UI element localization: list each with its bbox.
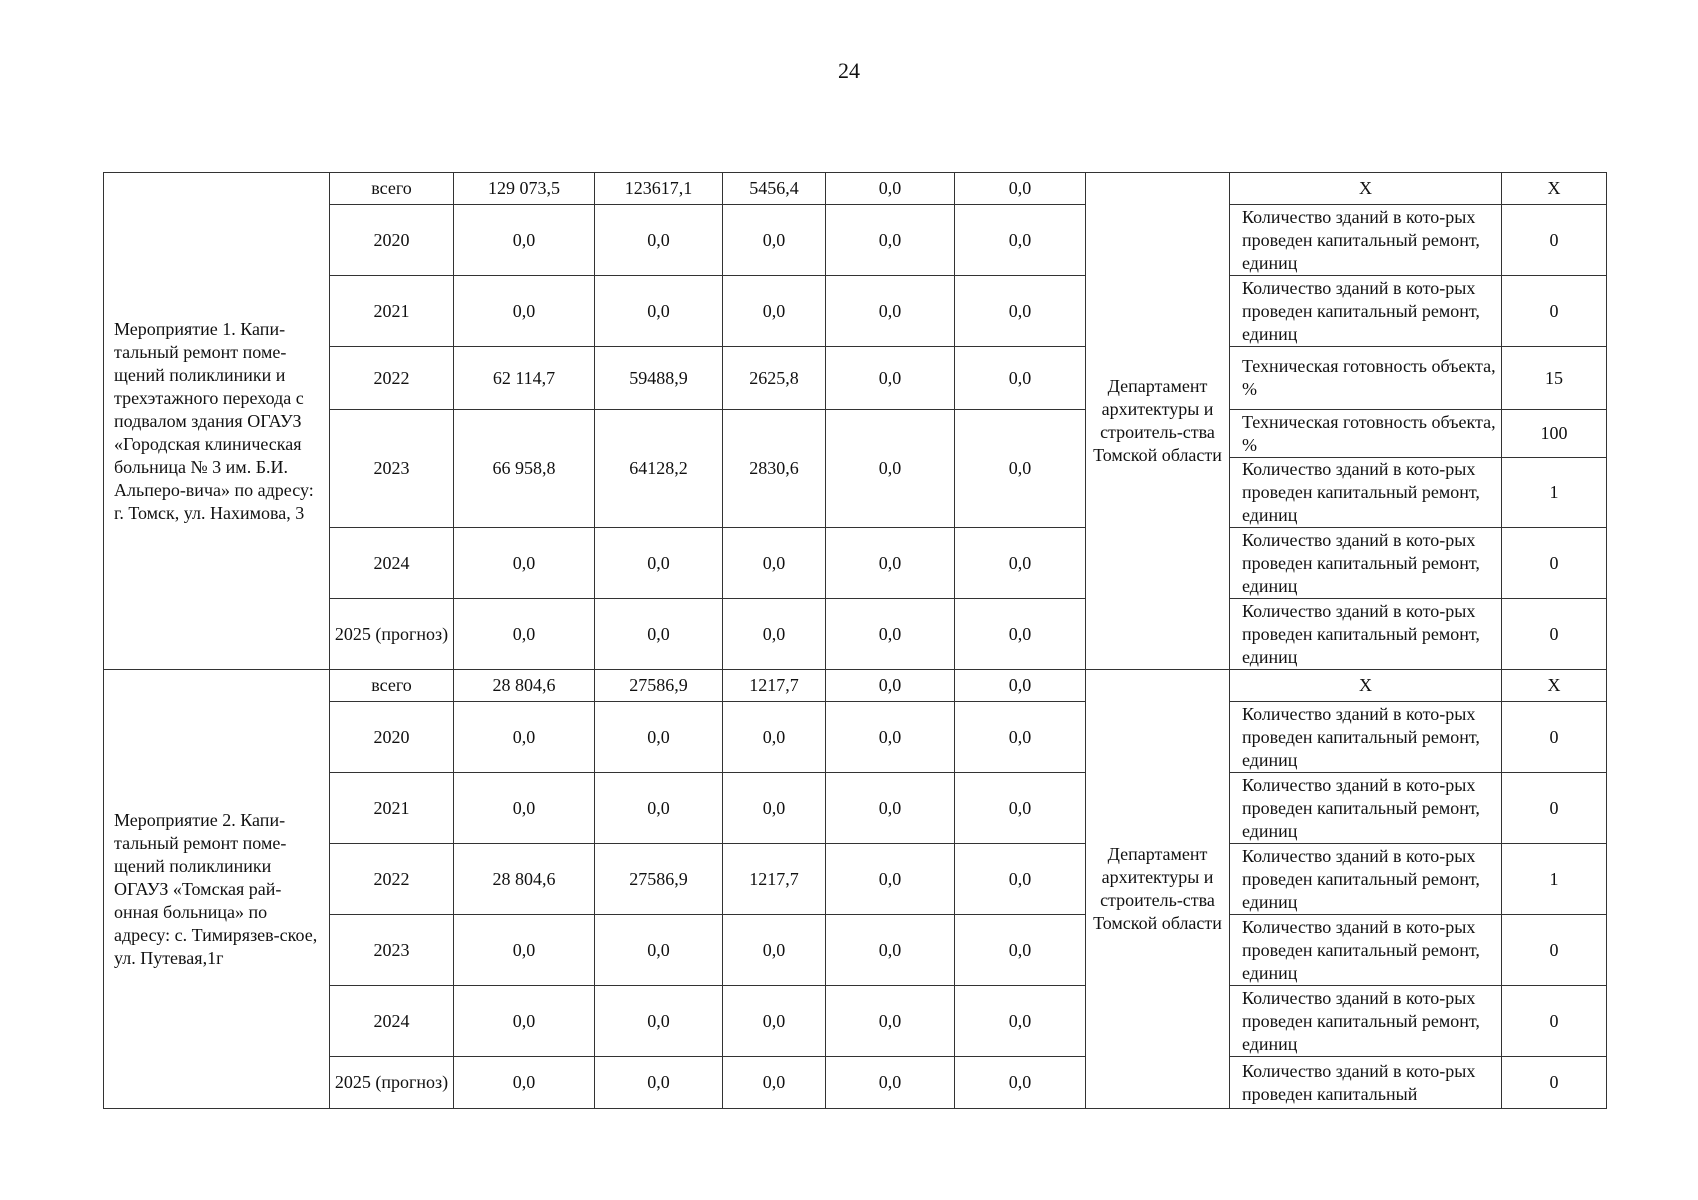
indicator-value: 0 (1502, 276, 1607, 347)
indicator-name: Количество зданий в кото-рых проведен капитальный ремонт, единиц (1230, 528, 1502, 599)
year-cell: 2024 (330, 986, 454, 1057)
table-row (104, 1057, 1607, 1109)
local-budget: 0,0 (826, 702, 955, 773)
regional-budget: 0,0 (723, 702, 826, 773)
extrabudgetary: 0,0 (955, 528, 1086, 599)
indicator-value: 0 (1502, 702, 1607, 773)
federal-budget: 59488,9 (595, 347, 723, 410)
total-amount: 0,0 (454, 915, 595, 986)
indicator-value: 0 (1502, 1057, 1607, 1109)
indicator-value: 15 (1502, 347, 1607, 410)
indicator-name: Количество зданий в кото-рых проведен капитальный (1230, 1057, 1502, 1109)
indicator-name: Х (1230, 670, 1502, 702)
indicator-name: Количество зданий в кото-рых проведен капитальный ремонт, единиц (1230, 205, 1502, 276)
federal-budget: 27586,9 (595, 670, 723, 702)
regional-budget: 0,0 (723, 599, 826, 670)
year-cell: 2022 (330, 844, 454, 915)
total-amount: 0,0 (454, 773, 595, 844)
regional-budget: 0,0 (723, 986, 826, 1057)
federal-budget: 0,0 (595, 915, 723, 986)
regional-budget: 0,0 (723, 276, 826, 347)
regional-budget: 0,0 (723, 1057, 826, 1109)
total-amount: 28 804,6 (454, 844, 595, 915)
total-amount: 28 804,6 (454, 670, 595, 702)
measure-name: Мероприятие 2. Капи-тальный ремонт поме-щений поликлиники ОГАУЗ «Томская рай-онная больница» по адресу: с. Тимирязев-ское, ул. Путевая,1г (104, 670, 330, 1109)
indicator-name: Количество зданий в кото-рых проведен капитальный ремонт, единиц (1230, 458, 1502, 528)
regional-budget: 0,0 (723, 528, 826, 599)
table-row (104, 276, 1607, 347)
local-budget: 0,0 (826, 915, 955, 986)
local-budget: 0,0 (826, 347, 955, 410)
indicator-name: Количество зданий в кото-рых проведен капитальный ремонт, единиц (1230, 986, 1502, 1057)
local-budget: 0,0 (826, 670, 955, 702)
federal-budget: 0,0 (595, 986, 723, 1057)
indicator-name: Количество зданий в кото-рых проведен капитальный ремонт, единиц (1230, 276, 1502, 347)
table-row (104, 347, 1607, 410)
local-budget: 0,0 (826, 173, 955, 205)
year-cell: всего (330, 173, 454, 205)
federal-budget: 0,0 (595, 205, 723, 276)
extrabudgetary: 0,0 (955, 1057, 1086, 1109)
local-budget: 0,0 (826, 986, 955, 1057)
federal-budget: 0,0 (595, 773, 723, 844)
total-amount: 0,0 (454, 528, 595, 599)
year-cell: всего (330, 670, 454, 702)
federal-budget: 64128,2 (595, 410, 723, 528)
indicator-value: 100 (1502, 410, 1607, 458)
department-cell: Департамент архитектуры и строитель-ства Томской области (1086, 173, 1230, 670)
federal-budget: 0,0 (595, 276, 723, 347)
program-table (103, 172, 1607, 1109)
total-amount: 0,0 (454, 276, 595, 347)
federal-budget: 0,0 (595, 1057, 723, 1109)
indicator-name: Техническая готовность объекта, % (1230, 410, 1502, 458)
extrabudgetary: 0,0 (955, 844, 1086, 915)
indicator-value: Х (1502, 173, 1607, 205)
local-budget: 0,0 (826, 528, 955, 599)
extrabudgetary: 0,0 (955, 347, 1086, 410)
total-amount: 129 073,5 (454, 173, 595, 205)
local-budget: 0,0 (826, 276, 955, 347)
indicator-name: Техническая готовность объекта, % (1230, 347, 1502, 410)
total-amount: 0,0 (454, 986, 595, 1057)
indicator-value: 1 (1502, 458, 1607, 528)
table-row (104, 773, 1607, 844)
table-row (104, 599, 1607, 670)
extrabudgetary: 0,0 (955, 702, 1086, 773)
table-row (104, 173, 1607, 205)
table-row (104, 986, 1607, 1057)
indicator-name: Х (1230, 173, 1502, 205)
extrabudgetary: 0,0 (955, 410, 1086, 528)
indicator-value: Х (1502, 670, 1607, 702)
total-amount: 0,0 (454, 599, 595, 670)
indicator-value: 0 (1502, 773, 1607, 844)
federal-budget: 0,0 (595, 702, 723, 773)
table-row (104, 702, 1607, 773)
page-number: 24 (838, 58, 860, 83)
federal-budget: 0,0 (595, 599, 723, 670)
local-budget: 0,0 (826, 844, 955, 915)
table-row (104, 205, 1607, 276)
indicator-value: 1 (1502, 844, 1607, 915)
extrabudgetary: 0,0 (955, 599, 1086, 670)
table-row (104, 410, 1607, 458)
department-cell: Департамент архитектуры и строитель-ства Томской области (1086, 670, 1230, 1109)
regional-budget: 2830,6 (723, 410, 826, 528)
extrabudgetary: 0,0 (955, 276, 1086, 347)
indicator-name: Количество зданий в кото-рых проведен капитальный ремонт, единиц (1230, 599, 1502, 670)
year-cell: 2021 (330, 773, 454, 844)
local-budget: 0,0 (826, 205, 955, 276)
year-cell: 2023 (330, 915, 454, 986)
federal-budget: 27586,9 (595, 844, 723, 915)
total-amount: 62 114,7 (454, 347, 595, 410)
indicator-value: 0 (1502, 986, 1607, 1057)
extrabudgetary: 0,0 (955, 205, 1086, 276)
year-cell: 2020 (330, 702, 454, 773)
regional-budget: 5456,4 (723, 173, 826, 205)
indicator-value: 0 (1502, 599, 1607, 670)
indicator-name: Количество зданий в кото-рых проведен капитальный ремонт, единиц (1230, 915, 1502, 986)
regional-budget: 1217,7 (723, 844, 826, 915)
year-cell: 2024 (330, 528, 454, 599)
indicator-value: 0 (1502, 205, 1607, 276)
extrabudgetary: 0,0 (955, 173, 1086, 205)
indicator-value: 0 (1502, 528, 1607, 599)
extrabudgetary: 0,0 (955, 670, 1086, 702)
regional-budget: 0,0 (723, 205, 826, 276)
extrabudgetary: 0,0 (955, 773, 1086, 844)
regional-budget: 2625,8 (723, 347, 826, 410)
total-amount: 66 958,8 (454, 410, 595, 528)
indicator-name: Количество зданий в кото-рых проведен капитальный ремонт, единиц (1230, 844, 1502, 915)
total-amount: 0,0 (454, 702, 595, 773)
year-cell: 2023 (330, 410, 454, 528)
total-amount: 0,0 (454, 205, 595, 276)
table-row (104, 915, 1607, 986)
regional-budget: 0,0 (723, 915, 826, 986)
indicator-name: Количество зданий в кото-рых проведен капитальный ремонт, единиц (1230, 702, 1502, 773)
table-row (104, 844, 1607, 915)
total-amount: 0,0 (454, 1057, 595, 1109)
table-row (104, 670, 1607, 702)
federal-budget: 123617,1 (595, 173, 723, 205)
year-cell: 2021 (330, 276, 454, 347)
year-cell: 2022 (330, 347, 454, 410)
regional-budget: 1217,7 (723, 670, 826, 702)
indicator-name: Количество зданий в кото-рых проведен капитальный ремонт, единиц (1230, 773, 1502, 844)
year-cell: 2025 (прогноз) (330, 599, 454, 670)
year-cell: 2025 (прогноз) (330, 1057, 454, 1109)
regional-budget: 0,0 (723, 773, 826, 844)
indicator-value: 0 (1502, 915, 1607, 986)
measure-name: Мероприятие 1. Капи-тальный ремонт поме-щений поликлиники и трехэтажного перехода с подвалом здания ОГАУЗ «Городская клиническая больница № 3 им. Б.И. Альперо-вича» по адресу: г. Томск, ул. Нахимова, 3 (104, 173, 330, 670)
federal-budget: 0,0 (595, 528, 723, 599)
local-budget: 0,0 (826, 773, 955, 844)
year-cell: 2020 (330, 205, 454, 276)
local-budget: 0,0 (826, 410, 955, 528)
extrabudgetary: 0,0 (955, 986, 1086, 1057)
table-row (104, 528, 1607, 599)
local-budget: 0,0 (826, 599, 955, 670)
local-budget: 0,0 (826, 1057, 955, 1109)
extrabudgetary: 0,0 (955, 915, 1086, 986)
